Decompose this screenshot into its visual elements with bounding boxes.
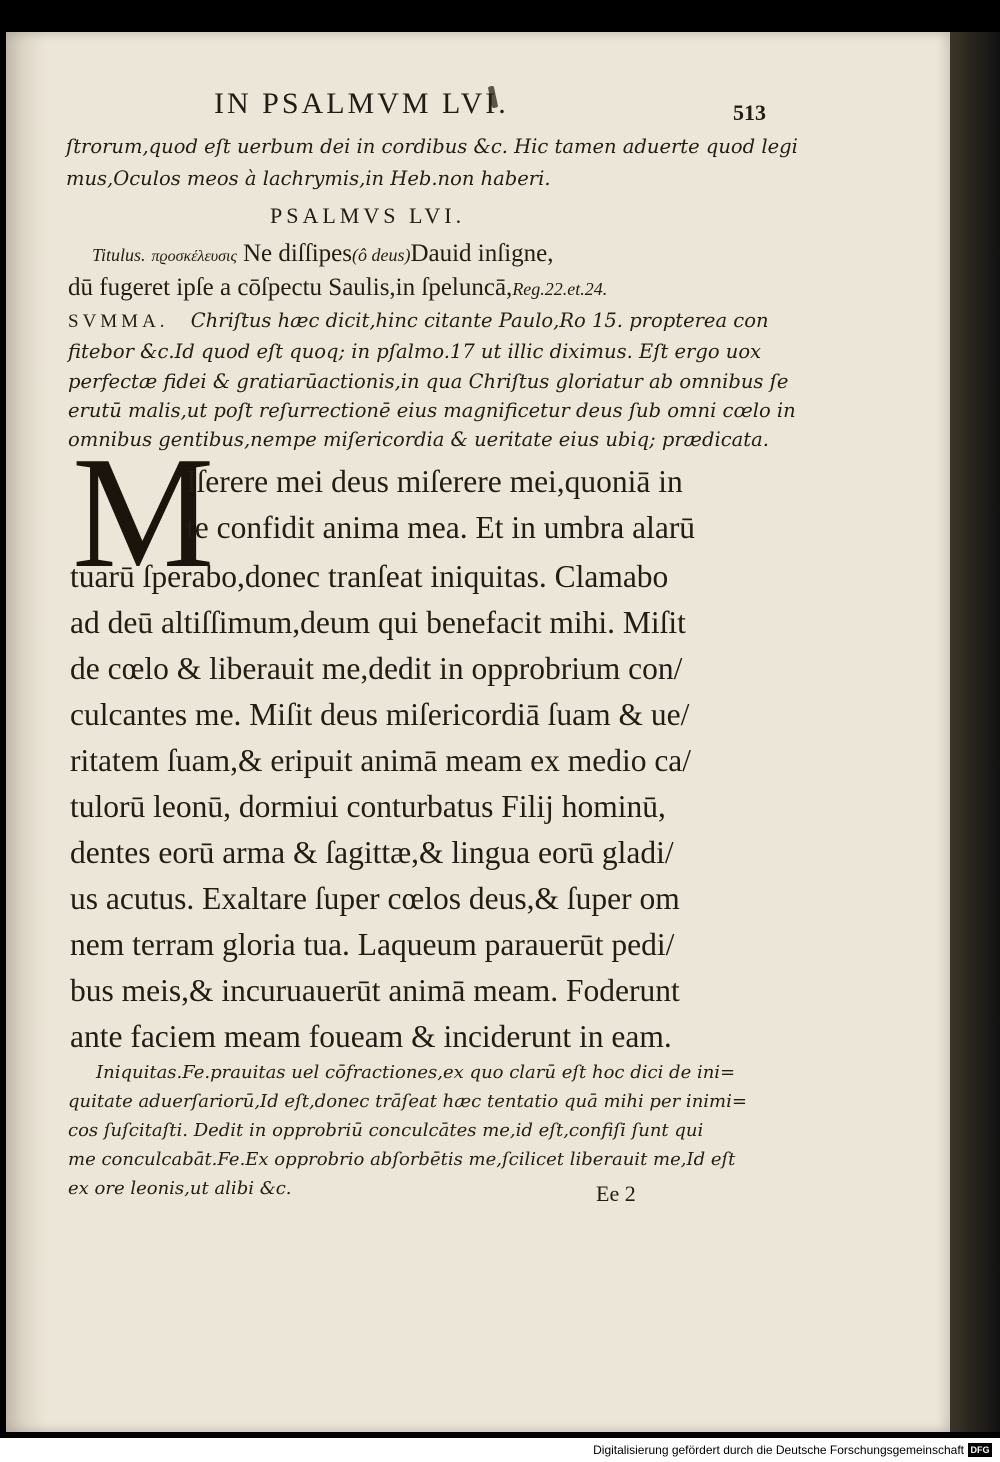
signature-mark: Ee 2 <box>596 1181 636 1206</box>
summa-line-5: omnibus gentibus,nempe miſericordia & ueritate eius ubiq; prædicata. <box>68 428 769 451</box>
psalm-line-3: tuarū ſperabo,donec tranſeat iniquitas. Clamabo <box>70 559 669 594</box>
facing-page-edge <box>950 32 1000 1432</box>
psalm-line-9: dentes eorū arma & ſagittæ,& lingua eorū gladi/ <box>70 835 674 870</box>
summa-line-4: erutū malis,ut poſt reſurrectionē eius magnificetur deus ſub omni cœlo in <box>68 399 796 422</box>
dfg-logo: DFG <box>968 1443 992 1457</box>
carryover-line-1: ſtrorum,quod eſt uerbum dei in cordibus &c. Hic tamen aduerte quod legi <box>66 135 798 158</box>
psalm-line-12: bus meis,& incuruauerūt animā meam. Foderunt <box>70 973 680 1008</box>
psalm-line-10: us acutus. Exaltare ſuper cœlos deus,& ſuper om <box>70 881 680 916</box>
folio-number: 513 <box>733 100 766 125</box>
funding-credit: Digitalisierung gefördert durch die Deutsche Forschungsgemeinschaft <box>593 1443 964 1457</box>
section-title: PSALMVS LVI. <box>270 203 466 228</box>
titulus-line2-b: Reg.22.et.24. <box>512 279 608 299</box>
titulus-text-c: Dauid inſigne, <box>410 240 554 267</box>
psalm-line-5: de cœlo & liberauit me,dedit in opprobrium con/ <box>70 651 683 686</box>
psalm-line-2: te confidit anima mea. Et in umbra alarū <box>186 510 696 545</box>
titulus-line-1 <box>92 240 553 268</box>
summa-line-1 <box>68 309 769 333</box>
summa-label: SVMMA. <box>68 311 169 332</box>
note-line-3: cos ſuſcitaſti. Dedit in opprobriū conculcātes me,id eſt,confiſi ſunt qui <box>68 1120 704 1141</box>
book-page <box>6 32 950 1432</box>
carryover-line-2: mus,Oculos meos à lachrymis,in Heb.non haberi. <box>66 167 551 190</box>
drop-capital: M <box>72 423 215 601</box>
psalm-line-6: culcantes me. Miſit deus miſericordiā ſuam & ue/ <box>70 697 690 732</box>
psalm-line-1: Iſerere mei deus miſerere mei,quoniā in <box>186 464 683 499</box>
psalm-line-8: tulorū leonū, dormiui conturbatus Filij hominū, <box>70 789 666 824</box>
note-line-4: me conculcabāt.Fe.Ex opprobrio abſorbētis me,ſcilicet liberauit me,Id eſt <box>68 1149 736 1170</box>
running-head: IN PSALMVM LVI. <box>214 87 509 120</box>
note-line-1: Iniquitas.Fe.prauitas uel cōfractiones,ex quo clarū eſt hoc dici de ini= <box>96 1062 736 1083</box>
titulus-text-a: Ne diſſipes <box>242 240 352 267</box>
psalm-line-7: ritatem ſuam,& eripuit animā meam ex medio ca/ <box>70 743 692 778</box>
titulus-greek: πϱοσκέλευσις <box>151 248 237 265</box>
summa-line-3: perfectæ fidei & gratiarūactionis,in qua Chriſtus gloriatur ab omnibus ſe <box>68 370 789 393</box>
titulus-line-2 <box>68 274 607 302</box>
note-line-2: quitate aduerſariorū,Id eſt,donec trāſeat hæc tentatio quā mihi per inimi= <box>68 1091 747 1112</box>
titulus-line2-a: dū fugeret ipſe a cōſpectu Saulis,in ſpeluncā, <box>68 274 513 301</box>
summa-line-2: fitebor &c.Id quod eſt quoq; in pſalmo.17 ut illic diximus. Eſt ergo uox <box>68 340 762 363</box>
summa-text-1: Chriſtus hæc dicit,hinc citante Paulo,Ro 15. propterea con <box>190 309 769 332</box>
titulus-text-b: (ô deus) <box>351 245 411 265</box>
note-line-5: ex ore leonis,ut alibi &c. <box>68 1178 292 1199</box>
psalm-line-13: ante faciem meam foueam & inciderunt in eam. <box>70 1019 672 1054</box>
titulus-label: Titulus. <box>92 245 146 265</box>
psalm-line-4: ad deū altiſſimum,deum qui benefacit mihi. Miſit <box>70 605 686 640</box>
psalm-line-11: nem terram gloria tua. Laqueum parauerūt pedi/ <box>70 927 675 962</box>
